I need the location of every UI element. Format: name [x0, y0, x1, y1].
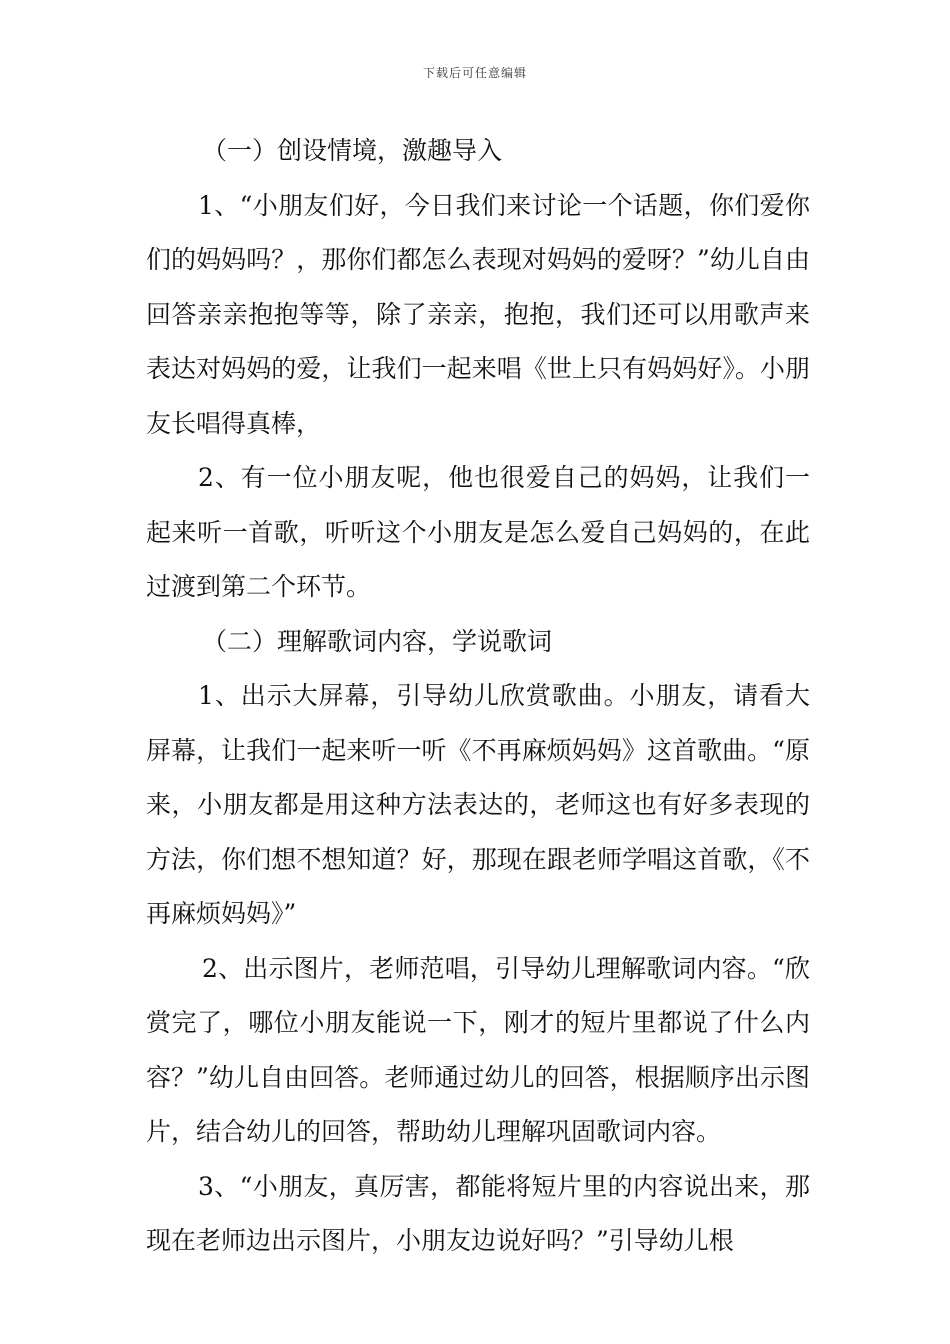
section-heading-2: （二）理解歌词内容，学说歌词: [202, 626, 553, 656]
page-header: 下载后可任意编辑: [422, 66, 527, 80]
paragraph-2-1: 1、出示大屏幕，引导幼儿欣赏歌曲。小朋友，请看大屏幕，让我们一起来听一听《不再麻烦妈妈》这首歌曲。“原来，小朋友都是用这种方法表达的，老师这也有好多表现的方法，你们想不想知道？好，那现在跟老师学唱这首歌，《不再麻烦妈妈》”: [146, 681, 810, 928]
paragraph-2-3: 3、“小朋友，真厉害，都能将短片里的内容说出来，那现在老师边出示图片，小朋友边说好吗？”引导幼儿根: [146, 1171, 810, 1255]
paragraph-2-2: 2、出示图片，老师范唱，引导幼儿理解歌词内容。“欣赏完了，哪位小朋友能说一下，刚才的短片里都说了什么内容？”幼儿自由回答。老师通过幼儿的回答，根据顺序出示图片，结合幼儿的回答，帮助幼儿理解巩固歌词内容。: [146, 953, 810, 1146]
document-body: [146, 124, 810, 1269]
section-heading-1: （一）创设情境，激趣导入: [202, 136, 503, 165]
paragraph-1-2: 2、有一位小朋友呢，他也很爱自己的妈妈，让我们一起来听一首歌，听听这个小朋友是怎么爱自己妈妈的，在此过渡到第二个环节。: [146, 463, 810, 601]
paragraph-1-1: 1、“小朋友们好，今日我们来讨论一个话题，你们爱你们的妈妈吗？，那你们都怎么表现对妈妈的爱呀？”幼儿自由回答亲亲抱抱等等，除了亲亲，抱抱，我们还可以用歌声来表达对妈妈的爱，让我们一起来唱《世上只有妈妈好》。小朋友长唱得真棒，: [146, 190, 810, 438]
